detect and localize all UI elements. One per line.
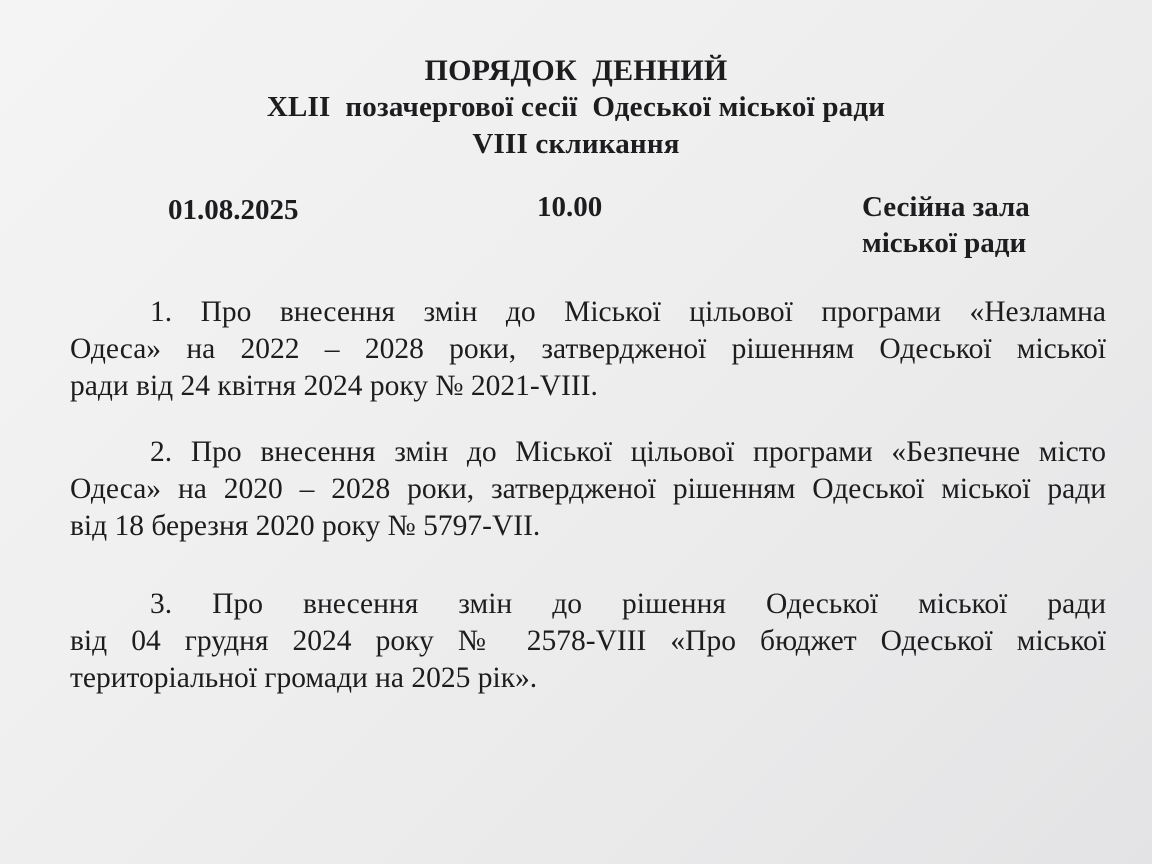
session-date: 01.08.2025 (168, 194, 299, 226)
agenda-item-line: від 04 грудня 2024 року № 2578-VIII «Про бюджет Одеської міської (70, 625, 1106, 657)
document-header (0, 52, 1152, 163)
agenda-item-line: 1. Про внесення змін до Міської цільової програми «Незламна (150, 296, 1106, 328)
agenda-item-line: територіальної громади на 2025 рік». (70, 662, 538, 694)
agenda-item-1 (70, 294, 1106, 405)
agenda-item-line: від 18 березня 2020 року № 5797-VII. (70, 510, 541, 542)
agenda-item-line: Одеса» на 2022 – 2028 роки, затвердженої рішенням Одеської міської (70, 333, 1106, 365)
agenda-item-line: 3. Про внесення змін до рішення Одеської міської ради (150, 588, 1106, 620)
agenda-item-2 (70, 434, 1106, 545)
session-place-line1: Сесійна зала (862, 191, 1030, 223)
session-place-line2: міської ради (862, 227, 1027, 259)
session-place (862, 189, 1030, 261)
session-subtitle: XLII позачергової сесії Одеської міської ради (266, 91, 886, 123)
agenda-item-line: ради від 24 квітня 2024 року № 2021-VIII. (70, 370, 598, 402)
session-time: 10.00 (537, 191, 603, 223)
document-title: ПОРЯДОК ДЕННИЙ (424, 54, 728, 87)
convocation-label: VIII скликання (472, 128, 680, 160)
agenda-item-3 (70, 586, 1106, 697)
agenda-item-line: Одеса» на 2020 – 2028 роки, затвердженої рішенням Одеської міської ради (70, 473, 1106, 505)
agenda-item-line: 2. Про внесення змін до Міської цільової програми «Безпечне місто (150, 436, 1106, 468)
